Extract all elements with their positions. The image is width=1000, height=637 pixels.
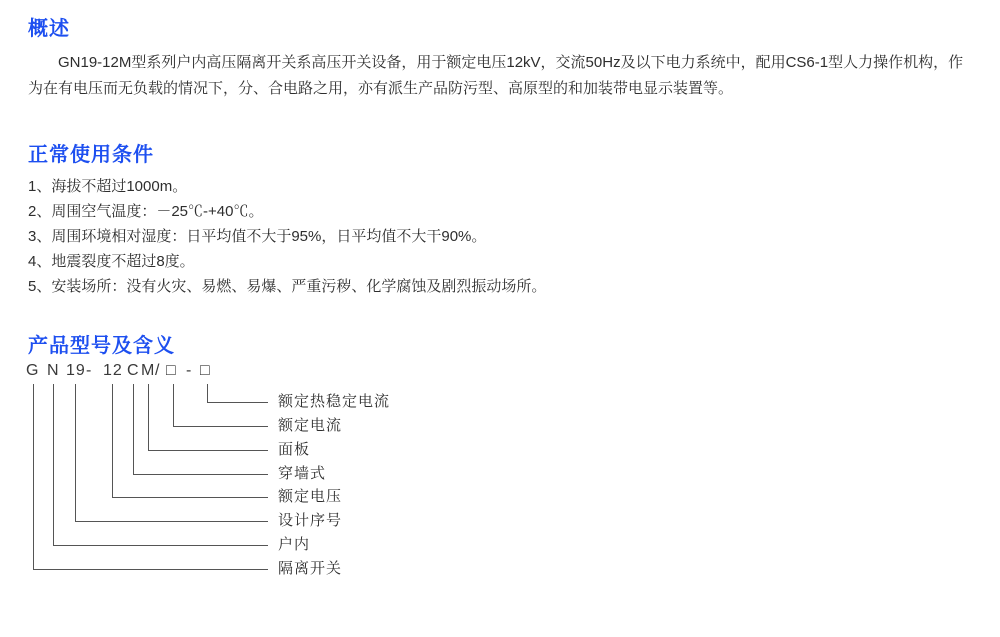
condition-item: 2、周围空气温度：－25℃-+40℃。 — [28, 203, 264, 220]
model-label: 额定热稳定电流 — [278, 393, 391, 410]
model-code-part: 12 — [103, 362, 123, 379]
model-code-part: N — [47, 362, 60, 379]
condition-item: 4、地震裂度不超过8度。 — [28, 253, 195, 270]
model-label: 户内 — [278, 536, 311, 553]
conditions-heading: 正常使用条件 — [28, 144, 154, 166]
connector-line-horizontal — [112, 497, 268, 498]
overview-heading: 概述 — [28, 18, 70, 40]
model-code-part: □ — [166, 362, 177, 379]
connector-line-vertical — [148, 384, 149, 451]
model-code-part: □ — [200, 362, 211, 379]
condition-item: 3、周围环境相对湿度：日平均值不大于95%，日平均值不大干90%。 — [28, 228, 487, 245]
model-label: 面板 — [278, 441, 311, 458]
connector-line-vertical — [33, 384, 34, 570]
overview-paragraph: GN19-12M型系列户内高压隔离开关系高压开关设备，用于额定电压12kV，交流50Hz及以下电力系统中，配用CS6-1型人力操作机构，作为在有电压而无负载的情况下，分、合电路之用，亦有派生产品防污型、高原型的和加装带电显示装置等。 — [28, 54, 964, 97]
connector-line-vertical — [133, 384, 134, 475]
connector-line-horizontal — [53, 545, 268, 546]
conditions-list — [28, 174, 546, 299]
model-code-part: 19 — [66, 362, 86, 379]
connector-line-horizontal — [75, 521, 268, 522]
model-label: 额定电流 — [278, 417, 343, 434]
model-label: 额定电压 — [278, 488, 343, 505]
connector-line-vertical — [53, 384, 54, 546]
model-label: 穿墙式 — [278, 465, 327, 482]
connector-line-horizontal — [173, 426, 268, 427]
model-code-part: - — [86, 362, 93, 379]
condition-item: 5、安装场所：没有火灾、易燃、易爆、严重污秽、化学腐蚀及剧烈振动场所。 — [28, 278, 547, 295]
connector-line-horizontal — [207, 402, 268, 403]
connector-line-vertical — [75, 384, 76, 522]
model-code-part: / — [155, 362, 161, 379]
connector-line-vertical — [112, 384, 113, 498]
model-code-part: M — [141, 362, 156, 379]
connector-line-horizontal — [33, 569, 268, 570]
connector-line-horizontal — [148, 450, 268, 451]
model-code-part: - — [186, 362, 193, 379]
condition-item: 1、海拔不超过1000m。 — [28, 178, 188, 195]
connector-line-vertical — [207, 384, 208, 403]
model-label: 设计序号 — [278, 512, 343, 529]
model-heading: 产品型号及含义 — [28, 335, 175, 357]
model-designation-diagram — [0, 362, 520, 602]
model-code-part: C — [127, 362, 140, 379]
model-label: 隔离开关 — [278, 560, 343, 577]
connector-line-horizontal — [133, 474, 268, 475]
connector-line-vertical — [173, 384, 174, 427]
model-code-part: G — [26, 362, 40, 379]
